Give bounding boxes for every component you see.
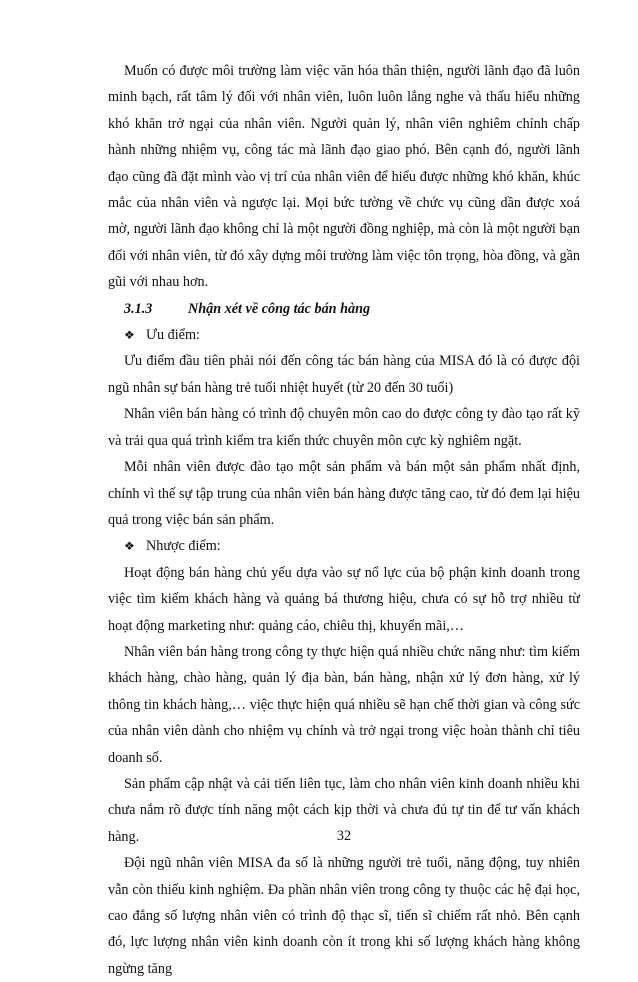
- intro-paragraph: Muốn có được môi trường làm việc văn hóa thân thiện, người lãnh đạo đã luôn minh bạch, rất tâm lý đối với nhân viên, luôn luôn lắng nghe và thấu hiểu những khó khăn trở ngại của nhân viên. Người quản lý, nhân viên nghiêm chỉnh chấp hành những nhiệm vụ, công tác mà lãnh đạo giao phó. Bên cạnh đó, người lãnh đạo cũng đã đặt mình vào vị trí của nhân viên để hiểu được những khó khăn, khúc mắc của nhân viên và ngược lại. Mọi bức tường về chức vụ cũng dần được xoá mờ, người lãnh đạo không chỉ là một người đồng nghiệp, mà còn là một người bạn đối với nhân viên, từ đó xây dựng môi trường làm việc tôn trọng, hòa đồng, và gần gũi với nhau hơn.: [108, 63, 580, 291]
- disadvantage-paragraph: Hoạt động bán hàng chủ yếu dựa vào sự nổ lực của bộ phận kinh doanh trong việc tìm kiếm khách hàng và quảng bá thương hiệu, chưa có sự hỗ trợ nhiều từ hoạt động marketing như: quảng cáo, chiêu thị, khuyến mãi,…: [108, 564, 580, 634]
- diamond-bullet-icon: ❖: [124, 328, 135, 343]
- page-number: 32: [336, 828, 352, 844]
- disadvantages-label: Nhược điểm:: [146, 538, 221, 555]
- advantages-heading: [108, 322, 580, 348]
- section-heading: [108, 296, 580, 322]
- advantages-label: Ưu điểm:: [146, 327, 200, 344]
- disadvantage-paragraph: Nhân viên bán hàng trong công ty thực hiện quá nhiều chức năng như: tìm kiếm khách hàng, chào hàng, quản lý địa bàn, bán hàng, nhận xử lý đơn hàng, xử lý thông tin khách hàng,… việc thực hiện quá nhiều sẽ hạn chế thời gian và công sức của nhân viên dành cho nhiệm vụ chính và trở ngại trong việc hoàn thành chỉ tiêu doanh số.: [108, 643, 580, 766]
- advantage-paragraph: Ưu điểm đầu tiên phải nói đến công tác bán hàng của MISA đó là có được đội ngũ nhân sự bán hàng trẻ tuổi nhiệt huyết (từ 20 đến 30 tuổi): [108, 353, 580, 396]
- advantage-paragraph: Mỗi nhân viên được đào tạo một sản phẩm và bán một sản phẩm nhất định, chính vì thế sự tập trung của nhân viên bán hàng được tăng cao, từ đó đem lại hiệu quả trong việc bán sản phẩm.: [108, 459, 580, 528]
- advantage-paragraph: Nhân viên bán hàng có trình độ chuyên môn cao do được công ty đào tạo rất kỹ và trải qua quá trình kiểm tra kiến thức chuyên môn cực kỳ nghiêm ngặt.: [108, 406, 580, 449]
- diamond-bullet-icon: ❖: [124, 539, 135, 554]
- disadvantage-paragraph: Đội ngũ nhân viên MISA đa số là những người trẻ tuổi, năng động, tuy nhiên vẫn còn thiếu kinh nghiệm. Đa phần nhân viên trong công ty thuộc các hệ đại học, cao đẳng số lượng nhân viên có trình độ thạc sĩ, tiến sĩ chiếm rất nhỏ. Bên cạnh đó, lực lượng nhân viên kinh doanh còn ít trong khi số lượng khách hàng không ngừng tăng: [108, 855, 580, 977]
- section-number: 3.1.3: [124, 300, 153, 317]
- disadvantage-paragraph: Sản phẩm cập nhật và cải tiến liên tục, làm cho nhân viên kinh doanh nhiều khi chưa nắm rõ được tính năng một cách kịp thời và chưa đủ tự tin để tư vấn khách hàng.: [108, 775, 580, 845]
- section-title: Nhận xét về công tác bán hàng: [188, 300, 371, 317]
- disadvantages-heading: [108, 533, 580, 559]
